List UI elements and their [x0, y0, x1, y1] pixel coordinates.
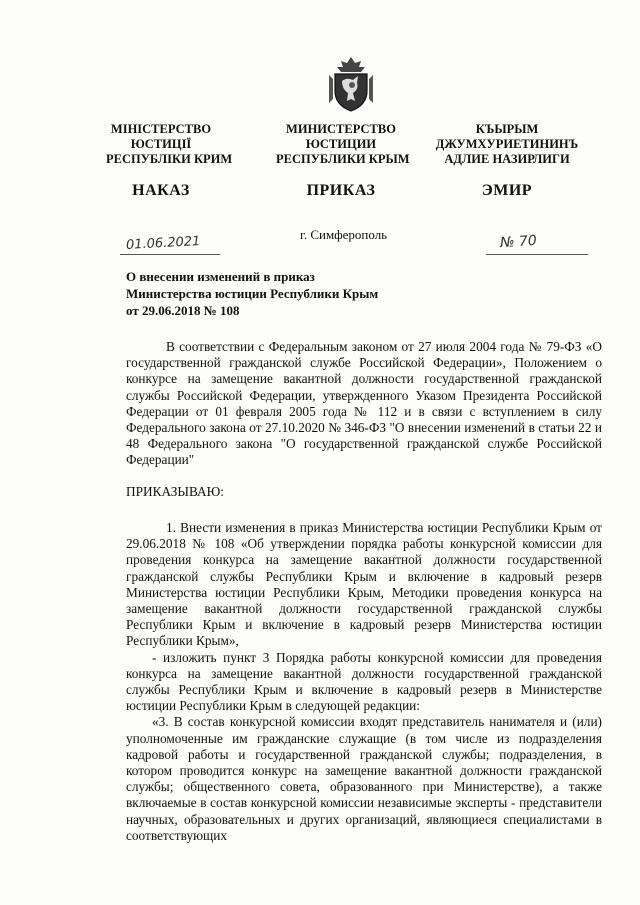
header-left-ukrainian [106, 122, 233, 167]
header-center-line-2: ЮСТИЦИИ [305, 137, 377, 151]
date-underline [120, 254, 220, 255]
header-center-line-1: МИНИСТЕРСТВО [286, 122, 396, 136]
header-center-line-3: РЕСПУБЛИКИ КРЫМ [276, 152, 410, 166]
orders-section [126, 520, 602, 844]
header-right-line-1: КЪЫРЫМ [475, 122, 539, 136]
header-right-line-3: АДЛИЕ НАЗИРЛИГИ [444, 152, 570, 166]
header-left-line-1: МІНІСТЕРСТВО [110, 122, 212, 136]
order-item-3: «3. В состав конкурсной комиссии входят представитель нанимателя и (или) уполномоченные им гражданские служащие (в том числе из подразделения кадровой работы и государственной гражданской службы; подразделения, в котором проводится конкурс на замещение вакантной должности гражданской службы; общественного совета, образованного при Министерстве), а также включаемые в состав конкурсной комиссии независимые эксперты - представители научных, образовательных и других организаций, являющиеся специалистами в соответствующих [126, 714, 602, 843]
preamble-section [126, 339, 602, 469]
crimea-coat-of-arms-emblem [325, 55, 377, 113]
header-left-line-2: ЮСТИЦІЇ [130, 137, 192, 151]
preamble-paragraph: В соответствии с Федеральным законом от 27 июля 2004 года № 79-ФЗ «О государственной гражданской службе Российской Федерации», Положением о конкурсе на замещение вакантной должности государственной гражданской службы Российской Федерации, утвержденного Указом Президента Российской Федерации от 01 февраля 2005 года № 112 и в связи с вступлением в силу Федерального закона от 27.10.2020 № 346-ФЗ "О внесении изменений в статьи 22 и 48 Федерального закона "О государственной гражданской службе Российской Федерации" [126, 339, 602, 468]
order-item-1: 1. Внести изменения в приказ Министерства юстиции Республики Крым от 29.06.2018 № 108 «Об утверждении порядка работы конкурсной комиссии для проведения конкурса на замещение вакантной должности государственной гражданской службы Республики Крым и включение в кадровый резерв Министерства юстиции Республики Крым, Методики проведения конкурса на замещение вакантной должности государственной гражданской службы Республики Крым и включение в кадровый резерв Министерства юстиции Республики Крым», [126, 520, 602, 649]
subject-line-2: Министерства юстиции Республики Крым [126, 286, 379, 301]
order-item-2: - изложить пункт 3 Порядка работы конкурсной комиссии для проведения конкурса на замещение вакантной должности государственной гражданской службы Республики Крым и включение в кадровый резерв в Министерстве юстиции Республики Крым в следующей редакции: [126, 649, 602, 714]
header-right-crimean-tatar [432, 122, 582, 167]
handwritten-date: 01.06.2021 [125, 234, 201, 253]
header-left-line-3: РЕСПУБЛІКИ КРИМ [106, 152, 233, 166]
subject-line-1: О внесении изменений в приказ [126, 269, 315, 284]
header-center-russian [276, 122, 410, 167]
handwritten-number: № 70 [499, 232, 538, 252]
order-title-center: ПРИКАЗ [306, 182, 376, 199]
orders-word: ПРИКАЗЫВАЮ: [126, 484, 224, 499]
document-subject [126, 268, 378, 319]
number-underline [486, 254, 588, 255]
header-right-line-2: ДЖУМХУРИЕТИНИНЪ [435, 137, 579, 151]
subject-line-3: от 29.06.2018 № 108 [126, 303, 240, 318]
order-title-left: НАКАЗ [132, 182, 190, 199]
order-title-right: ЭМИР [481, 182, 533, 199]
city-name: г. Симферополь [300, 227, 388, 242]
